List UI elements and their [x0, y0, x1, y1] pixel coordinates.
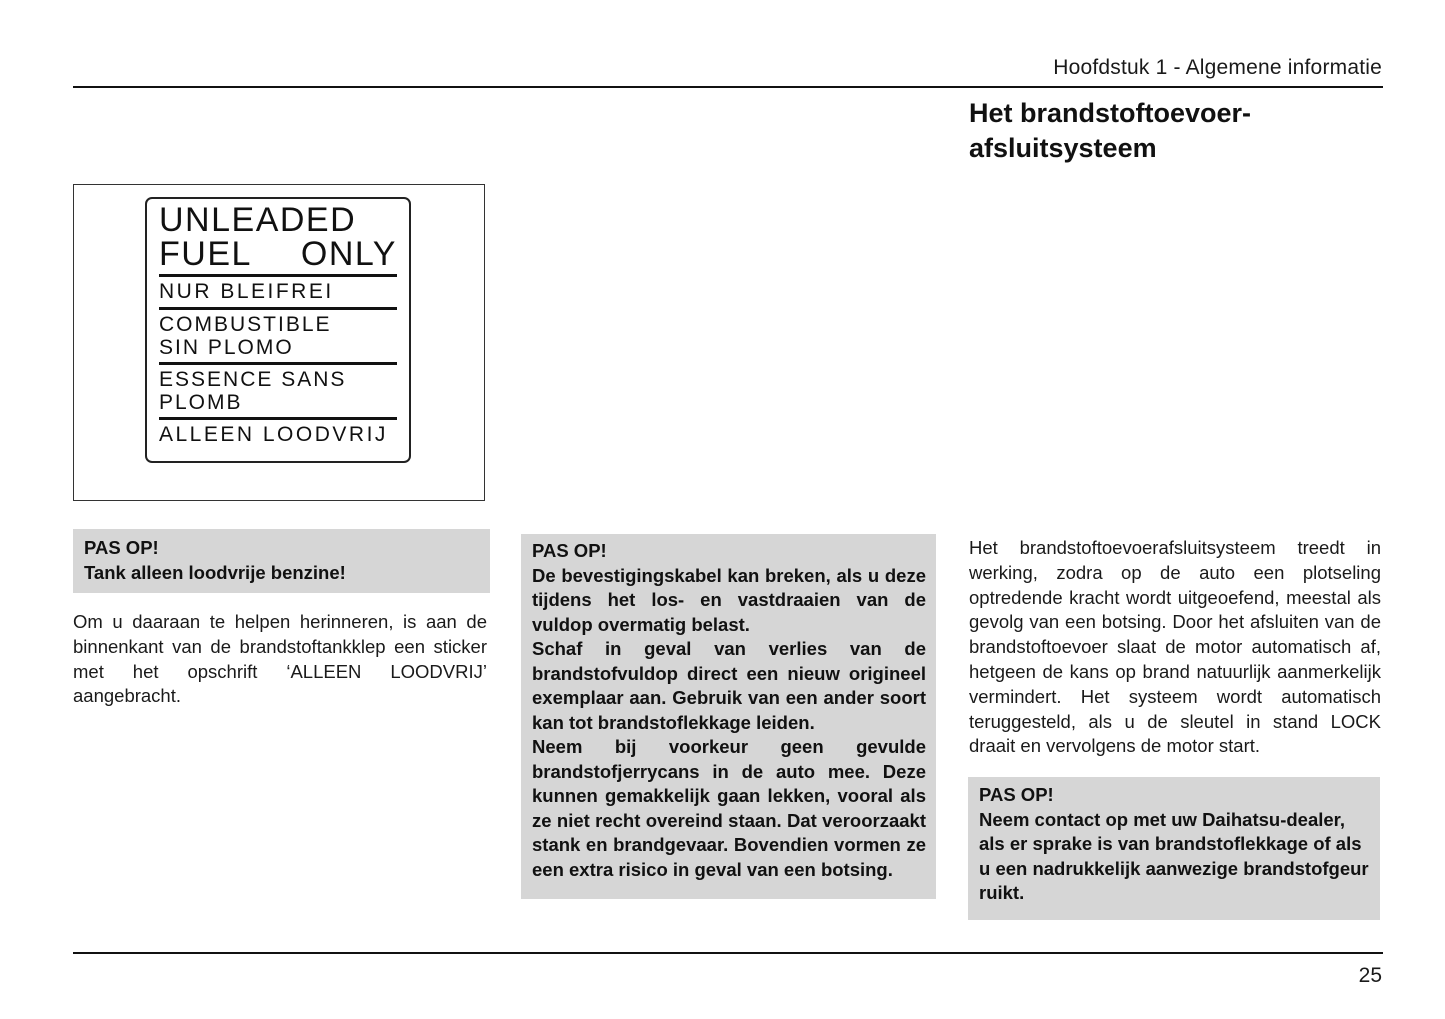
sticker-line-fuel-only — [159, 237, 397, 271]
sticker-dutch: ALLEEN LOODVRIJ — [159, 423, 388, 446]
warning-box-fuel-leak — [968, 777, 1380, 920]
chapter-header: Hoofdstuk 1 - Algemene informatie — [1053, 56, 1382, 79]
warning-title: PAS OP! — [84, 537, 159, 558]
warning-box-fuel-cap — [521, 534, 936, 899]
warning-text: Neem contact op met uw Daihatsu-dealer, als er sprake is van brandstoflekkage of als u een nadrukkelijk aanwezige brandstofgeur ruikt. — [979, 808, 1369, 903]
header-rule — [73, 86, 1383, 88]
sticker-word-fuel: FUEL — [159, 235, 252, 273]
warning-box-unleaded — [73, 529, 490, 593]
warning-text: Tank alleen loodvrije benzine! — [84, 561, 346, 583]
body-text-sticker-reminder: Om u daaraan te helpen herinneren, is aan de binnenkant van de brandstoftankklep een sticker met het opschrift ‘ALLEEN LOODVRIJ’ aangebracht. — [73, 611, 487, 707]
sticker-divider — [159, 307, 397, 310]
section-title: Het brandstoftoevoer-afsluitsysteem — [969, 98, 1252, 163]
warning-paragraph-replacement: Schaf in geval van verlies van de brandstofvuldop direct een nieuw origineel exemplaar aan. Gebruik van een ander soort kan tot brandstoflekkage leiden. — [532, 638, 926, 733]
sticker-word-only: ONLY — [300, 235, 397, 273]
sticker-divider — [159, 274, 397, 277]
sticker-divider — [159, 362, 397, 365]
unleaded-fuel-sticker — [145, 197, 411, 463]
sticker-spanish-1: COMBUSTIBLE — [159, 313, 332, 336]
sticker-divider — [159, 417, 397, 420]
sticker-spanish-2: SIN PLOMO — [159, 336, 294, 359]
footer-rule — [73, 952, 1383, 954]
warning-title: PAS OP! — [979, 784, 1054, 805]
sticker-french-2: PLOMB — [159, 391, 243, 414]
fuel-label-figure — [73, 184, 485, 501]
warning-paragraph-jerrycans: Neem bij voorkeur geen gevulde brandstofjerrycans in de auto mee. Deze kunnen gemakkelijk gaan lekken, vooral als ze niet recht overeind staan. Dat veroorzaakt stank en brandgevaar. Bovendien vormen ze een extra risico in geval van een botsing. — [532, 736, 926, 880]
sticker-line-unleaded: UNLEADED — [159, 201, 357, 239]
sticker-german: NUR BLEIFREI — [159, 280, 334, 303]
warning-title: PAS OP! — [532, 540, 607, 561]
warning-paragraph-cable: De bevestigingskabel kan breken, als u deze tijdens het los- en vastdraaien van de vuldop overmatig belast. — [532, 564, 926, 635]
sticker-french-1: ESSENCE SANS — [159, 368, 347, 391]
page-number: 25 — [1358, 964, 1382, 987]
body-text-cutoff-system: Het brandstoftoevoerafsluitsysteem treedt in werking, zodra op de auto een plotseling optredende kracht wordt uitgeoefend, meestal als gevolg van een botsing. Door het afsluiten van de brandstoftoevoer slaat de motor automatisch af, hetgeen de kans op brand natuurlijk aanmerkelijk vermindert. Het systeem wordt automatisch teruggesteld, als u de sleutel in stand LOCK draait en vervolgens de motor start. — [969, 537, 1381, 757]
